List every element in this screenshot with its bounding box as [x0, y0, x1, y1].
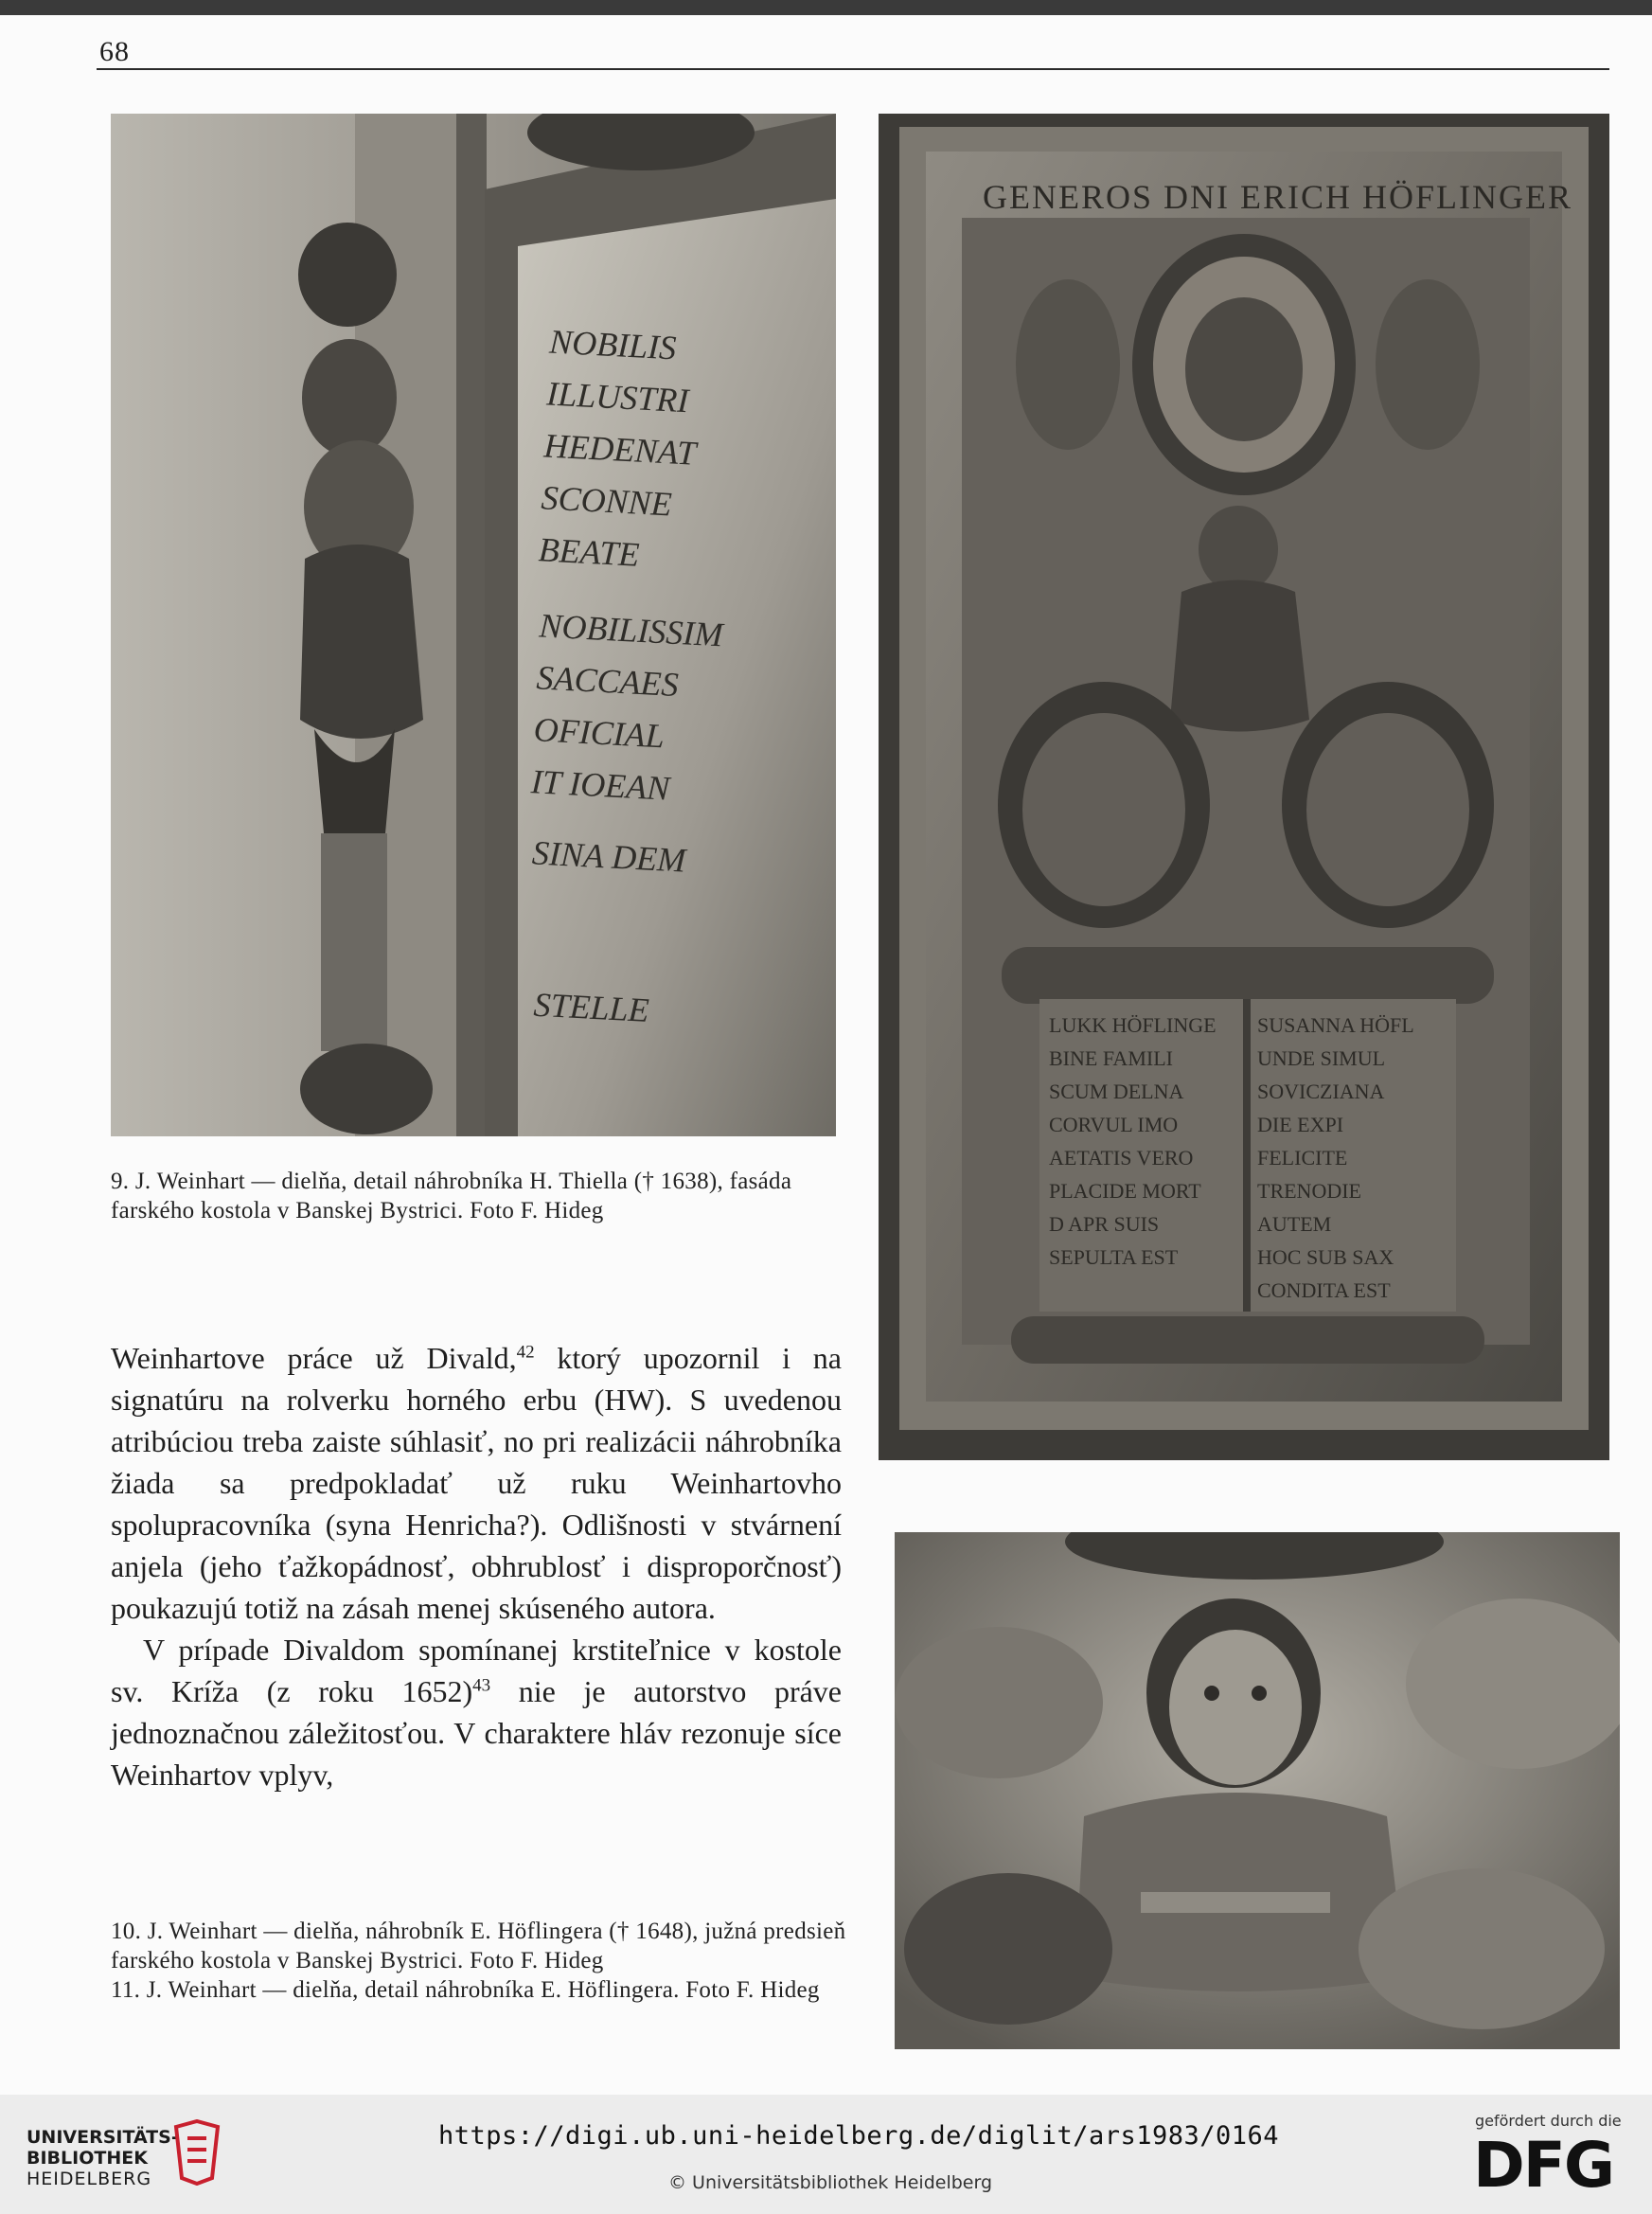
- photo-fig11-angel-detail: [895, 1532, 1620, 2049]
- svg-text:SOVICZIANA: SOVICZIANA: [1257, 1080, 1385, 1103]
- svg-text:SEPULTA EST: SEPULTA EST: [1049, 1245, 1179, 1269]
- svg-text:AETATIS VERO: AETATIS VERO: [1049, 1146, 1194, 1169]
- funder-label: gefördert durch die: [1475, 2112, 1622, 2130]
- svg-text:TRENODIE: TRENODIE: [1257, 1179, 1361, 1203]
- svg-text:FELICITE: FELICITE: [1257, 1146, 1348, 1169]
- photo-fig10-tombstone: [879, 114, 1609, 1460]
- caption-fig9: 9. J. Weinhart — dielňa, detail náhrobníka H. Thiella († 1638), fasáda farského kostola v Banskej Bystrici. Foto F. Hideg: [111, 1169, 792, 1223]
- svg-text:LUKK HÖFLINGE: LUKK HÖFLINGE: [1049, 1013, 1217, 1037]
- footnote-ref-43[interactable]: 43: [472, 1675, 491, 1696]
- svg-text:HOC SUB SAX: HOC SUB SAX: [1257, 1245, 1394, 1269]
- svg-text:CONDITA EST: CONDITA EST: [1257, 1278, 1391, 1302]
- copyright-notice: © Universitätsbibliothek Heidelberg: [668, 2172, 993, 2193]
- svg-text:SACCAES: SACCAES: [535, 658, 680, 705]
- svg-text:ILLUSTRI: ILLUSTRI: [545, 374, 690, 420]
- svg-text:CORVUL IMO: CORVUL IMO: [1049, 1113, 1179, 1136]
- svg-text:BINE FAMILI: BINE FAMILI: [1049, 1046, 1173, 1070]
- svg-text:NOBILIS: NOBILIS: [548, 322, 678, 367]
- library-name: UNIVERSITÄTS- BIBLIOTHEK HEIDELBERG: [27, 2127, 179, 2189]
- article-body: [111, 1337, 842, 1795]
- svg-text:BEATE: BEATE: [537, 530, 641, 574]
- svg-text:PLACIDE MORT: PLACIDE MORT: [1049, 1179, 1201, 1203]
- paragraph-1: Weinhartove práce už Divald,$^{42}$ ktorý upozornil i na signatúru na rolverku horného erbu (HW). S uvedenou atribúciou treba zaiste súhlasiť, no pri realizácii náhrobníka žiada sa predpokladať už ruku Weinhartovho spolupracovníka (syna Henricha?). Odlišnosti v stvárnení anjela (jeho ťažkopádnosť, obhrublosť i disproporčnosť) poukazujú totiž na zásah menej skúseného autora.: [111, 1341, 842, 1625]
- svg-text:SINA DEM: SINA DEM: [531, 833, 687, 880]
- svg-text:UNDE SIMUL: UNDE SIMUL: [1257, 1046, 1386, 1070]
- page-number: 68: [99, 36, 130, 67]
- fig10-border-inscription: GENEROS DNI ERICH HÖFLINGER: [983, 178, 1572, 216]
- svg-text:IT IOEAN: IT IOEAN: [530, 762, 671, 808]
- permalink-url[interactable]: https://digi.ub.uni-heidelberg.de/diglit/ars1983/0164: [438, 2121, 1280, 2151]
- svg-text:D APR SUIS: D APR SUIS: [1049, 1212, 1160, 1236]
- svg-text:STELLE: STELLE: [532, 985, 650, 1029]
- paragraph-2: V prípade Divaldom spomínanej krstiteľnice v kostole sv. Kríža (z roku 1652)$^{43}$ nie je autorstvo práve jednoznačnou záležitosťou. V charaktere hláv rezonuje síce Weinhartov vplyv,: [111, 1633, 843, 1792]
- dfg-logo: DFG: [1473, 2129, 1614, 2202]
- photo-fig9-tombstone-detail: [111, 114, 836, 1136]
- svg-text:NOBILISSIM: NOBILISSIM: [538, 606, 724, 654]
- top-edge-bar: [0, 0, 1652, 15]
- svg-text:SCUM DELNA: SCUM DELNA: [1049, 1080, 1184, 1103]
- caption-fig10-fig11: 10. J. Weinhart — dielňa, náhrobník E. Höflingera († 1648), južná predsieň farského kostola v Banskej Bystrici. Foto F. Hideg 11. J. Weinhart — dielňa, detail náhrobníka E. Höflingera. Foto F. Hideg: [111, 1919, 846, 2003]
- svg-text:SCONNE: SCONNE: [540, 478, 673, 524]
- svg-text:OFICIAL: OFICIAL: [532, 710, 666, 756]
- digital-library-footer: [0, 2095, 1652, 2214]
- svg-text:DIE EXPI: DIE EXPI: [1257, 1113, 1344, 1136]
- library-logo-icon: [169, 2119, 225, 2186]
- svg-text:AUTEM: AUTEM: [1257, 1212, 1332, 1236]
- svg-text:SUSANNA HÖFL: SUSANNA HÖFL: [1257, 1013, 1414, 1037]
- svg-text:HEDENAT: HEDENAT: [542, 426, 698, 473]
- header-rule: [97, 68, 1609, 70]
- footnote-ref-42[interactable]: 42: [516, 1342, 535, 1363]
